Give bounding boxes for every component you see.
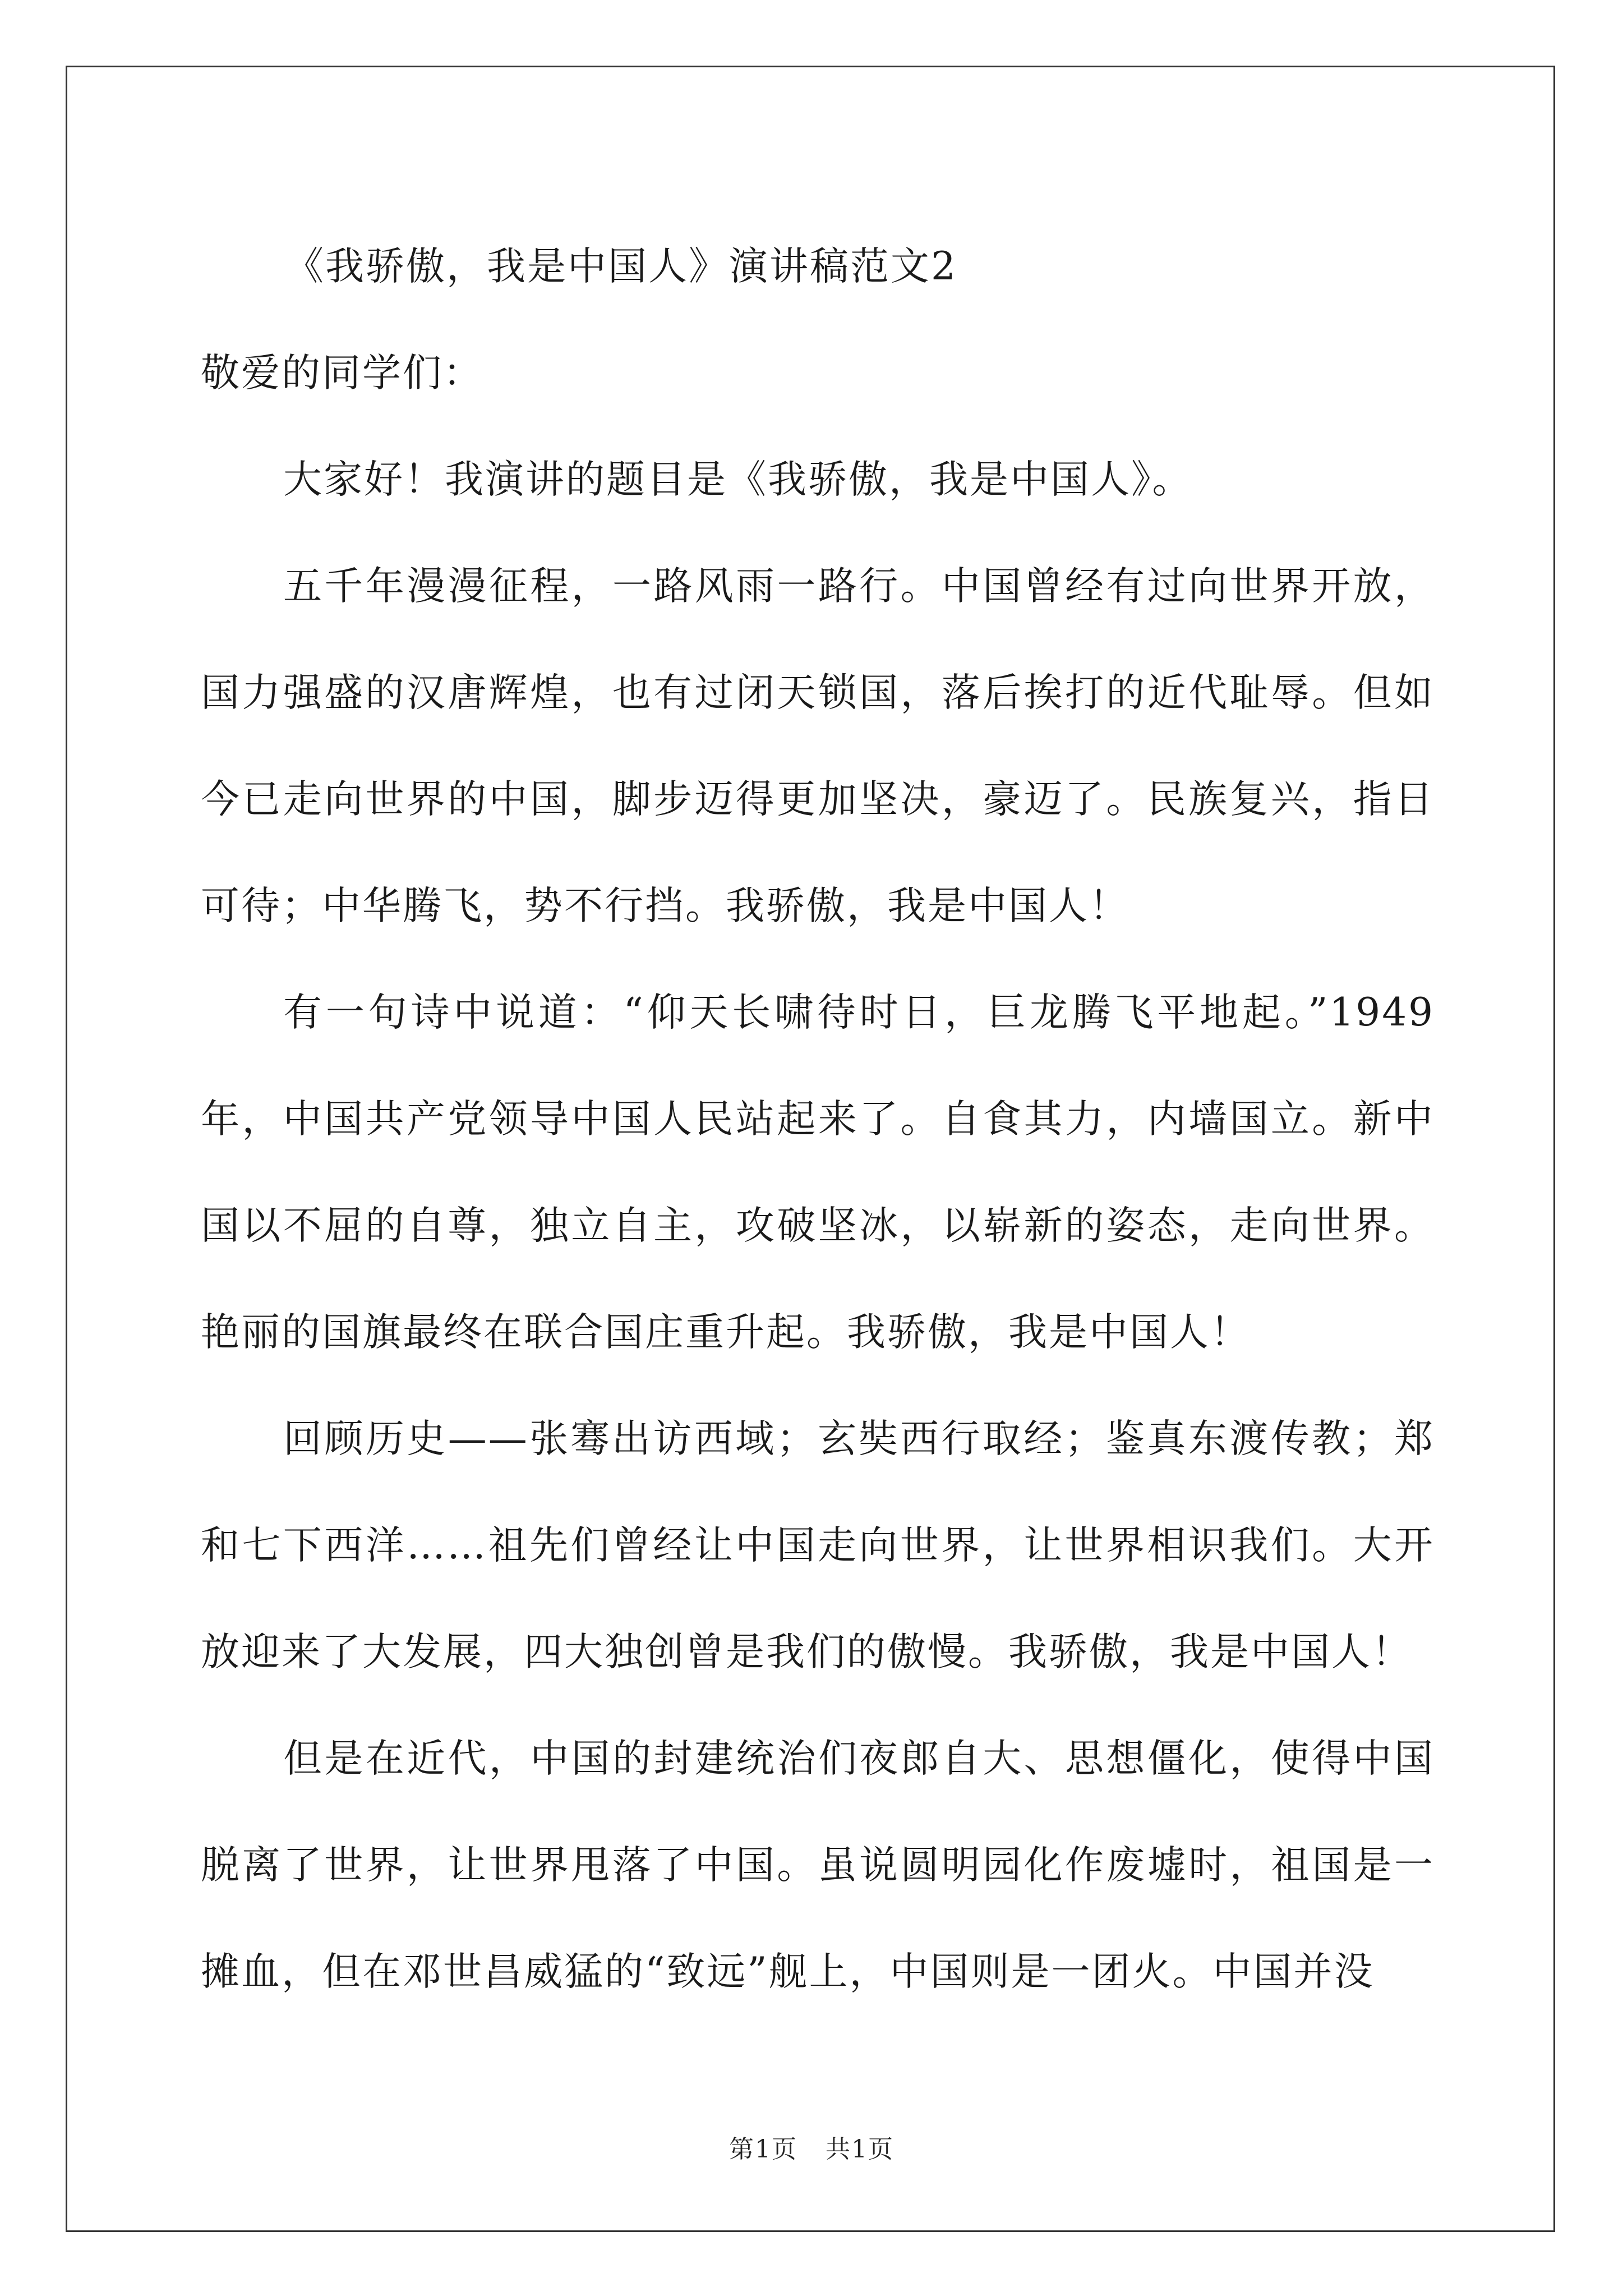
paragraph-ancestors: 回顾历史——张骞出访西域；玄奘西行取经；鉴真东渡传教；郑和七下西洋……祖先们曾经让中国走向世界，让世界相识我们。大开放迎来了大发展，四大独创曾是我们的傲慢。我骄傲，我是中国人！ bbox=[201, 1416, 1435, 1674]
paragraph-new-china: 有一句诗中说道：“仰天长啸待时日，巨龙腾飞平地起。”1949年，中国共产党领导中国人民站起来了。自食其力，内墙国立。新中国以不屈的自尊，独立自主，攻破坚冰，以崭新的姿态，走向世界。艳丽的国旗最终在联合国庄重升起。我骄傲，我是中国人！ bbox=[201, 990, 1435, 1355]
paragraph-greeting: 大家好！我演讲的题目是《我骄傲，我是中国人》。 bbox=[283, 457, 1193, 502]
page-number-total: 共1页 bbox=[826, 2135, 894, 2164]
page-number-current: 第1页 bbox=[729, 2135, 797, 2164]
document-title: 《我骄傲，我是中国人》演讲稿范文2 bbox=[285, 244, 957, 289]
paragraph-modern-era: 但是在近代，中国的封建统治们夜郎自大、思想僵化，使得中国脱离了世界，让世界甩落了中国。虽说圆明园化作废墟时，祖国是一摊血，但在邓世昌威猛的“致远”舰上，中国则是一团火。中国并没 bbox=[201, 1736, 1435, 1994]
document-body bbox=[201, 213, 1435, 2025]
paragraph-history-journey: 五千年漫漫征程，一路风雨一路行。中国曾经有过向世界开放，国力强盛的汉唐辉煌，也有过闭天锁国，落后挨打的近代耻辱。但如今已走向世界的中国，脚步迈得更加坚决，豪迈了。民族复兴，指日可待；中华腾飞，势不行挡。我骄傲，我是中国人！ bbox=[201, 564, 1435, 928]
salutation: 敬爱的同学们： bbox=[201, 351, 483, 395]
page-footer bbox=[0, 2129, 1623, 2165]
